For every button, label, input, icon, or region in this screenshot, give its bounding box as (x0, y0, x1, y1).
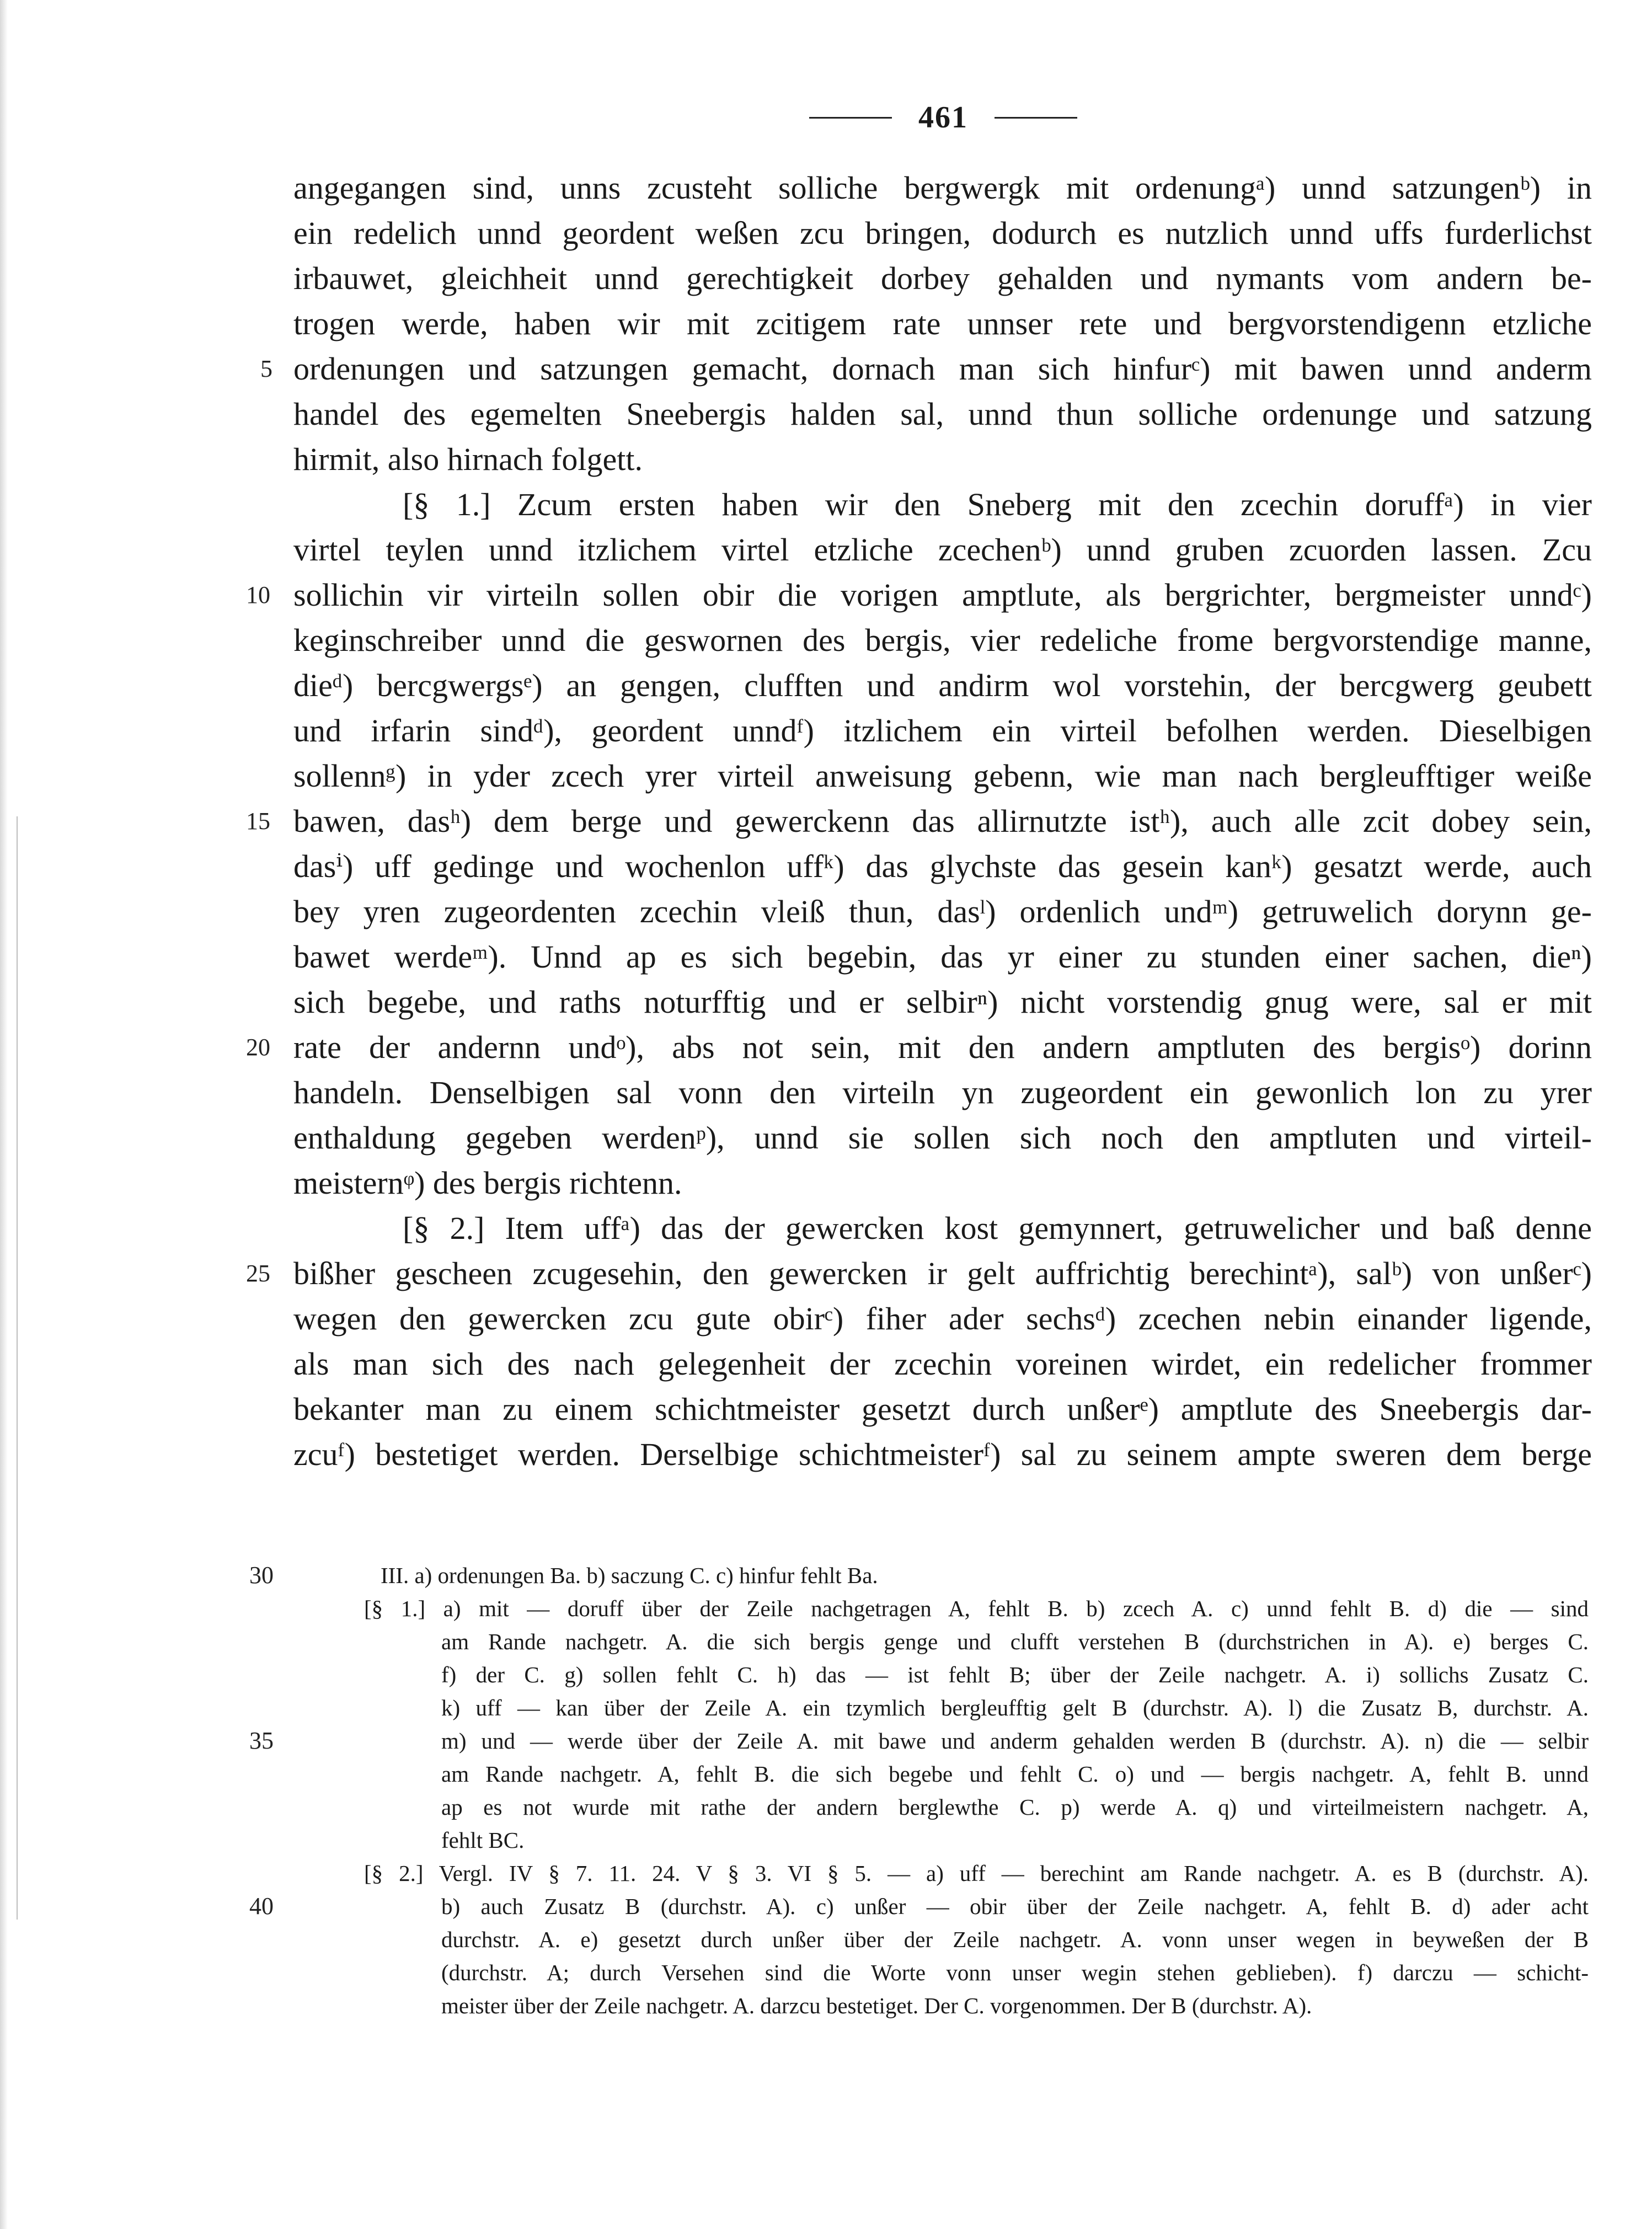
line-number: 30 (249, 1562, 274, 1589)
line-number: 10 (246, 581, 270, 608)
body-line: meisternᵠ) des bergis richtenn. (293, 1165, 682, 1201)
footnote-line: f) der C. g) sollen fehlt C. h) das — ist fehlt B; über der Zeile nachgetr. A. i) sollichs Zusatz C. (441, 1662, 1589, 1687)
line-number: 35 (249, 1727, 274, 1754)
body-line: handel des egemelten Sneebergis halden sal, unnd thun solliche ordenunge und satzung (293, 396, 1592, 432)
body-line: sollennᵍ) in yder zcech yrer virteil anweisung gebenn, wie man nach bergleufftiger weiße (293, 758, 1592, 794)
body-line: trogen werde, haben wir mit zcitigem rate unnser rete und bergvorstendigenn etzliche (293, 306, 1592, 341)
footnote-line: [§ 2.] Vergl. IV § 7. 11. 24. V § 3. VI § 5. — a) uff — berechint am Rande nachgetr. A. es B (durchstr. A). (364, 1861, 1589, 1886)
body-line: bey yren zugeordenten zcechin vleiß thun, dasˡ) ordenlich undᵐ) getruwelich dorynn ge- (293, 894, 1592, 929)
page-header (794, 93, 1092, 142)
body-line: sich begebe, und raths noturfftig und er selbirⁿ) nicht vorstendig gnug were, sal er mit (293, 984, 1592, 1020)
footnote-line: [§ 1.] a) mit — doruff über der Zeile nachgetragen A, fehlt B. b) zcech A. c) unnd fehlt B. d) die — sind (364, 1596, 1589, 1621)
line-number: 15 (246, 808, 270, 835)
body-line: bawen, dasʰ) dem berge und gewerckenn das allirnutzte istʰ), auch alle zcit dobey sein, (293, 803, 1592, 839)
body-line: bekanter man zu einem schichtmeister gesetzt durch unßerᵉ) amptlute des Sneebergis dar- (293, 1391, 1592, 1427)
body-line: dieᵈ) bercgwergsᵉ) an gengen, clufften und andirm wol vorstehin, der bercgwerg geubett (293, 667, 1592, 703)
body-line: irbauwet, gleichheit unnd gerechtigkeit dorbey gehalden und nymants vom andern be- (293, 260, 1592, 296)
line-number: 25 (246, 1260, 270, 1287)
body-line: hirmit, also hirnach folgett. (293, 441, 643, 477)
footnote-line: b) auch Zusatz B (durchstr. A). c) unßer — obir über der Zeile nachgetr. A, fehlt B. d) ader acht (441, 1894, 1589, 1919)
body-line: bawet werdeᵐ). Unnd ap es sich begebin, das yr einer zu stunden einer sachen, dieⁿ) (293, 939, 1592, 975)
scan-edge-shadow (0, 0, 8, 2229)
footnote-line: ap es not wurde mit rathe der andern berglewthe C. p) werde A. q) und virteilmeistern nachgetr. A, (441, 1794, 1589, 1820)
body-line: enthaldung gegeben werdenᵖ), unnd sie sollen sich noch den amptluten und virteil- (293, 1120, 1592, 1156)
line-number: 20 (246, 1034, 270, 1061)
footnote-line: (durchstr. A; durch Versehen sind die Worte vonn unser wegin stehen geblieben). f) darczu — schicht- (441, 1960, 1589, 1985)
footnote-line: III. a) ordenungen Ba. b) saczung C. c) hinfur fehlt Ba. (381, 1563, 878, 1588)
footnote-line: am Rande nachgetr. A. die sich bergis genge und clufft verstehen B (durchstrichen in A). e) berges C. (441, 1629, 1589, 1654)
line-number: 40 (249, 1893, 274, 1920)
body-line: bißher gescheen zcugesehin, den gewercken ir gelt auffrichtig berechintᵃ), salᵇ) von unßerᶜ) (293, 1255, 1592, 1291)
body-line: dasⁱ) uff gedinge und wochenlon uffᵏ) das glychste das gesein kanᵏ) gesatzt werde, auch (293, 848, 1592, 884)
footnote-line: durchstr. A. e) gesetzt durch unßer über der Zeile nachgetr. A. vonn unser wegen in beyweßen der B (441, 1927, 1589, 1952)
body-line: zcuᶠ) bestetiget werden. Derselbige schichtmeisterᶠ) sal zu seinem ampte sweren dem berge (293, 1436, 1592, 1472)
body-line: als man sich des nach gelegenheit der zcechin voreinen wirdet, ein redelicher frommer (293, 1346, 1592, 1382)
footnote-line: am Rande nachgetr. A, fehlt B. die sich begebe und fehlt C. o) und — bergis nachgetr. A, fehlt B. unnd (441, 1761, 1589, 1787)
body-line: ordenungen und satzungen gemacht, dornach man sich hinfurᶜ) mit bawen unnd anderm (293, 351, 1592, 387)
page-number: 461 (918, 100, 968, 135)
body-line: keginschreiber unnd die geswornen des bergis, vier redeliche frome bergvorstendige manne, (293, 622, 1592, 658)
body-line: angegangen sind, unns zcusteht solliche bergwergk mit ordenungᵃ) unnd satzungenᵇ) in (293, 170, 1592, 206)
body-line: wegen den gewercken zcu gute obirᶜ) fiher ader sechsᵈ) zcechen nebin einander ligende, (293, 1301, 1592, 1337)
scan-margin-line (17, 816, 18, 1920)
footnote-line: k) uff — kan über der Zeile A. ein tzymlich bergleufftig gelt B (durchstr. A). l) die Zusatz B, durchstr. A. (441, 1695, 1589, 1720)
body-line-section-start: [§ 1.] Zcum ersten haben wir den Sneberg mit den zcechin doruffᵃ) in vier (403, 487, 1592, 522)
footnote-line: meister über der Zeile nachgetr. A. darzcu bestetiget. Der C. vorgenommen. Der B (durchstr. A). (441, 1993, 1312, 2018)
body-line-section-start: [§ 2.] Item uffᵃ) das der gewercken kost gemynnert, getruwelicher und baß denne (403, 1210, 1592, 1246)
footnote-line: fehlt BC. (441, 1827, 525, 1853)
body-line: rate der andernn undᵒ), abs not sein, mit den andern amptluten des bergisᵒ) dorinn (293, 1029, 1592, 1065)
body-line: virtel teylen unnd itzlichem virtel etzliche zcechenᵇ) unnd gruben zcuorden lassen. Zcu (293, 532, 1592, 568)
body-line: und irfarin sindᵈ), geordent unndᶠ) itzlichem ein virteil befolhen werden. Dieselbigen (293, 713, 1592, 749)
body-line: ein redelich unnd geordent weßen zcu bringen, dodurch es nutzlich unnd uffs furderlichst (293, 215, 1592, 251)
footnote-line: m) und — werde über der Zeile A. mit bawe und anderm gehalden werden B (durchstr. A). n) die — selbir (441, 1728, 1589, 1754)
header-rule-right (995, 117, 1077, 119)
body-line: handeln. Denselbigen sal vonn den virteiln yn zugeordent ein gewonlich lon zu yrer (293, 1075, 1592, 1110)
line-number: 5 (260, 355, 272, 382)
header-rule-left (809, 117, 892, 119)
body-line: sollichin vir virteiln sollen obir die vorigen amptlute, als bergrichter, bergmeister unndᶜ) (293, 577, 1592, 613)
